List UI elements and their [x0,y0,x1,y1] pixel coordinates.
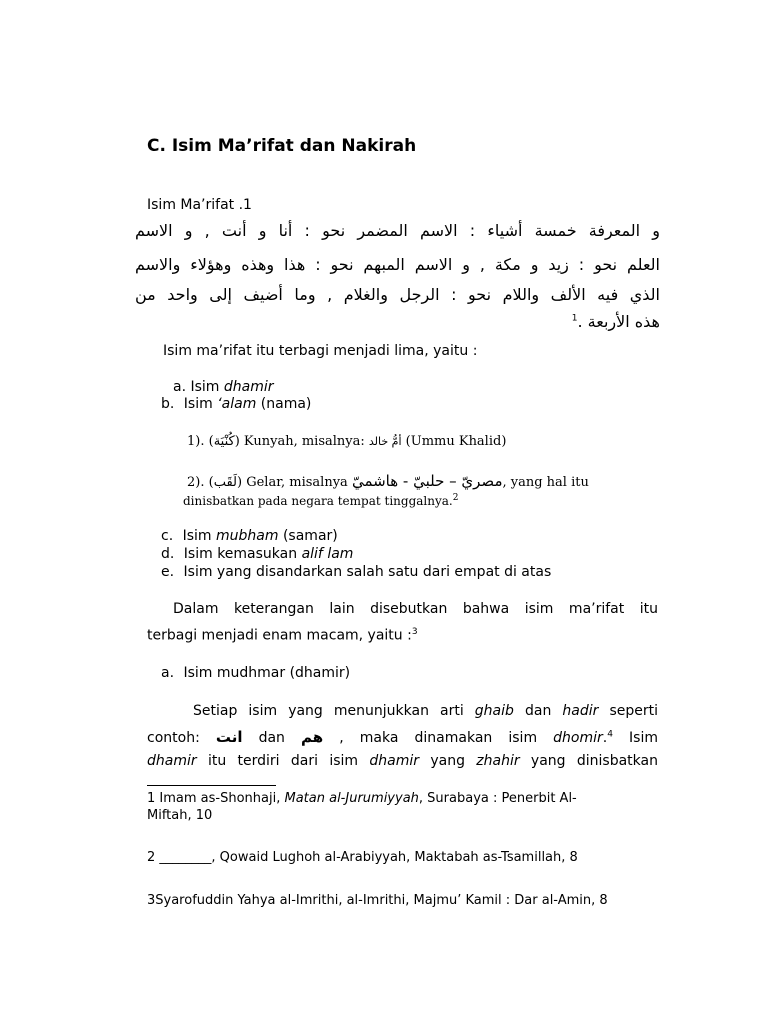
list2-item-a [161,665,350,681]
footnote-text: , Surabaya : Penerbit Al- [418,791,577,806]
sub-item-text-suffix: , yang hal itu [502,475,589,490]
paragraph-text: yang dinisbatkan [519,753,658,769]
sub-item-text: Gelar, misalnya [242,475,352,490]
arabic-example: مصريّ – حلبيّ - هاشميّ [351,472,503,490]
list-text: Isim yang disandarkan salah satu dari empat di atas [183,564,552,580]
arabic-example: انت [215,728,243,746]
list-item-e [161,564,551,580]
sub-item-laqab-line2 [183,493,458,508]
paragraph-text: terbagi menjadi enam macam, yaitu : [147,627,412,644]
footnote-2: 2 ________, Qowaid Lughoh al-Arabiyyah, Maktabah as-Tsamillah, 8 [147,850,578,865]
list-item-b [161,396,311,412]
section-heading: C. Isim Ma’rifat dan Nakirah [147,136,417,156]
paragraph-3-line-1 [193,703,658,719]
footnote-3: 3Syarofuddin Yahya al-Imrithi, al-Imrithi, Majmu’ Kamil : Dar al-Amin, 8 [147,893,608,908]
list-text: Isim mudhmar (dhamir) [183,665,351,681]
sub-item-kunyah [187,434,506,449]
paragraph-text: Isim [612,730,658,746]
paragraph-text: dan [513,703,563,719]
arabic-example: هم [301,728,324,746]
paragraph-text: , maka dinamakan isim [323,730,554,746]
list-marker: d. [161,546,175,562]
list-marker: a. [161,665,175,681]
list-marker: c. [161,528,174,544]
paragraph-text: Setiap isim yang menunjukkan arti [193,703,475,719]
list-marker: b. [161,396,175,412]
arabic-text-line-1: و المعرفة خمسة أشياء : الاسم المضمر نحو : أنا و أنت , و الاسم [135,221,660,240]
footnote-ref-1: 1 [571,313,578,324]
paragraph-text: dan [242,730,302,746]
footnote-ref-4: 4 [607,729,613,740]
arabic-text-line-4 [135,312,660,331]
list-marker: e. [161,564,175,580]
footnote-divider [147,785,276,786]
list-text: Isim [182,528,217,544]
paragraph-italic: hadir [562,703,599,719]
arabic-text-line-3: الذي فيه الألف واللام نحو : الرجل والغلام , وما أضيف إلى واحد من [135,285,660,304]
list-term: dhamir [223,379,274,395]
list-text: Isim [183,396,218,412]
sub-item-laqab [187,472,589,490]
footnote-italic: Matan al-Jurumiyyah [284,791,419,806]
list-marker: a. [173,379,187,395]
list-term: alif lam [301,546,354,562]
paragraph-2-line-2 [147,627,418,644]
sub-item-number: 1). [187,434,205,449]
paragraph-text: itu terdiri dari isim [196,753,370,769]
footnote-1-line-2: Miftah, 10 [147,808,213,823]
sub-item-number: 2). [187,475,205,490]
paragraph-3-line-3 [147,753,658,769]
footnote-text: 1 Imam as-Shonhaji, [147,791,285,806]
list-item-c [161,528,338,544]
subsection-heading: Isim Ma’rifat .1 [147,197,252,213]
list-text-suffix: (nama) [256,396,312,412]
list-text-suffix: (samar) [278,528,338,544]
sub-item-text: Kunyah, misalnya: [239,434,369,449]
paragraph-2-line-1: Dalam keterangan lain disebutkan bahwa isim ma’rifat itu [173,601,658,617]
list-item-d [161,546,353,562]
list-text: Isim kemasukan [183,546,302,562]
paragraph-text: seperti [598,703,658,719]
sub-item-text: dinisbatkan pada negara tempat tinggalnya. [183,494,453,508]
paragraph-italic: zhahir [476,753,520,769]
footnote-ref-3: 3 [411,627,418,637]
paragraph-italic: dhamir [147,753,197,769]
list-term: mubham [216,528,279,544]
latin-example: (Ummu Khalid) [401,434,507,449]
list-text: Isim [190,379,224,395]
paragraph-3-line-2 [147,728,658,746]
list-item-a [173,379,274,395]
intro-text: Isim ma’rifat itu terbagi menjadi lima, yaitu : [163,343,478,359]
paragraph-italic: dhamir [369,753,419,769]
paragraph-italic: dhomir [553,730,603,746]
list-term: ‘alam [217,396,257,412]
arabic-text-line-2: العلم نحو : زيد و مكة , و الاسم المبهم نحو : هذا وهذه وهؤلاء والاسم [135,255,660,274]
arabic-term: (كُنْيَة) [208,434,240,449]
paragraph-text: . [602,730,608,746]
arabic-text-line-4-text: هذه الأربعة . [577,312,660,331]
paragraph-text: contoh: [147,730,216,746]
footnote-ref-2: 2 [452,493,459,503]
footnote-1 [147,791,577,806]
arabic-example: أمُّ خالد [368,435,402,448]
paragraph-italic: ghaib [474,703,514,719]
paragraph-text: yang [419,753,477,769]
arabic-term: (لَقَب) [208,475,243,490]
